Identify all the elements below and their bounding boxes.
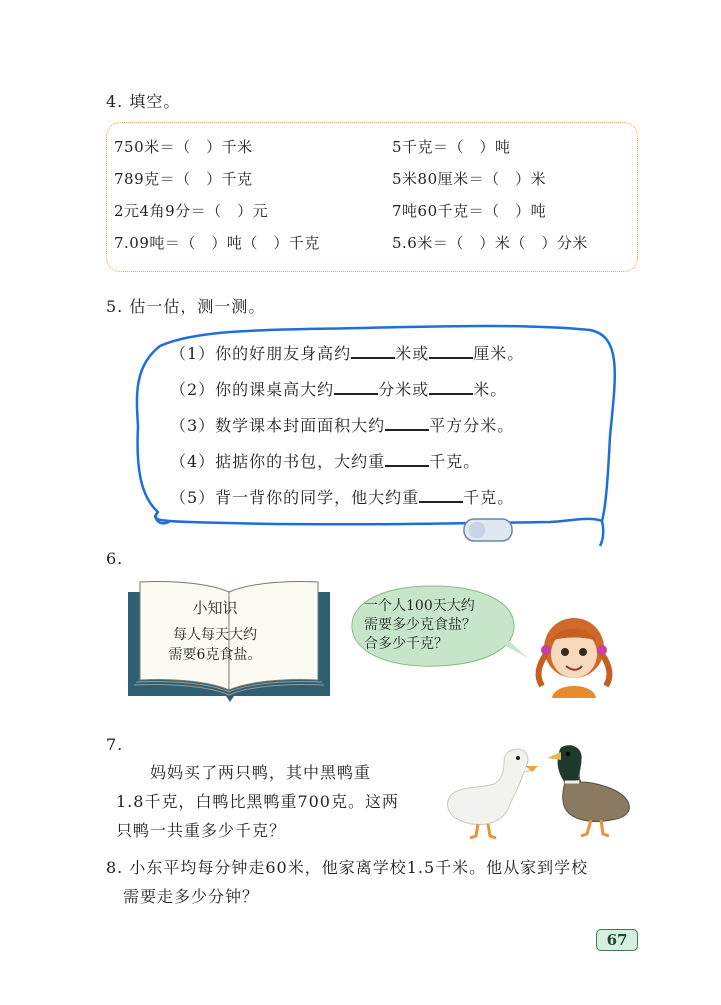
eraser-icon xyxy=(461,513,517,547)
answer-blank[interactable] xyxy=(429,379,473,395)
q7-number: 7. xyxy=(106,735,124,754)
q5-item5: （5）背一背你的同学，他大约重 千克。 xyxy=(170,488,515,507)
q7-line2: 1.8千克，白鸭比黑鸭重700克。这两 xyxy=(116,792,399,811)
book-heading: 小知识 xyxy=(192,599,238,617)
q4-row4-left: 7.09吨＝（ ）吨（ ）千克 xyxy=(114,234,320,252)
q7-line3: 只鸭一共重多少千克？ xyxy=(116,821,287,840)
q4-row3-right: 7吨60千克＝（ ）吨 xyxy=(392,202,547,220)
q8-line2: 需要走多少分钟？ xyxy=(106,887,260,906)
q4-row1-right: 5千克＝（ ）吨 xyxy=(392,138,511,156)
q8-line1: 8. 小东平均每分钟走60米，他家离学校1.5千米。他从家到学校 xyxy=(106,858,589,877)
q5-item1: （1）你的好朋友身高约 米或 厘米。 xyxy=(170,344,525,363)
answer-blank[interactable] xyxy=(385,415,429,431)
q4-row4-right: 5.6米＝（ ）米（ ）分米 xyxy=(392,234,588,252)
page-number-badge: 67 xyxy=(596,929,638,951)
q4-row1-left: 750米＝（ ）千米 xyxy=(114,138,253,156)
bubble-line3: 合多少千克？ xyxy=(364,636,448,652)
answer-blank[interactable] xyxy=(385,451,429,467)
bubble-line2: 需要多少克食盐？ xyxy=(364,617,476,633)
q5-item3: （3）数学课本封面面积大约 平方分米。 xyxy=(170,416,515,435)
q5-item4: （4）掂掂你的书包，大约重 千克。 xyxy=(170,452,481,471)
white-duck-photo xyxy=(442,740,540,840)
q6-number: 6. xyxy=(106,549,124,568)
answer-blank[interactable] xyxy=(419,487,463,503)
book-line2: 需要6克食盐。 xyxy=(168,647,262,663)
answer-blank[interactable] xyxy=(429,343,473,359)
q4-row2-left: 789克＝（ ）千克 xyxy=(114,170,253,188)
q5-title: 5. 估一估，测一测。 xyxy=(106,297,266,316)
q7-line1: 妈妈买了两只鸭，其中黑鸭重 xyxy=(116,763,372,782)
girl-character-illustration xyxy=(524,614,620,698)
answer-blank[interactable] xyxy=(334,379,378,395)
q5-item2: （2）你的课桌高大约 分米或 米。 xyxy=(170,380,508,399)
bubble-line1: 一个人100天大约 xyxy=(364,598,475,614)
answer-blank[interactable] xyxy=(351,343,395,359)
q4-row2-right: 5米80厘米＝（ ）米 xyxy=(392,170,547,188)
book-line1: 每人每天大约 xyxy=(173,627,257,643)
q4-title: 4. 填空。 xyxy=(106,92,181,111)
q4-row3-left: 2元4角9分＝（ ）元 xyxy=(114,202,269,220)
black-duck-photo xyxy=(541,738,635,840)
